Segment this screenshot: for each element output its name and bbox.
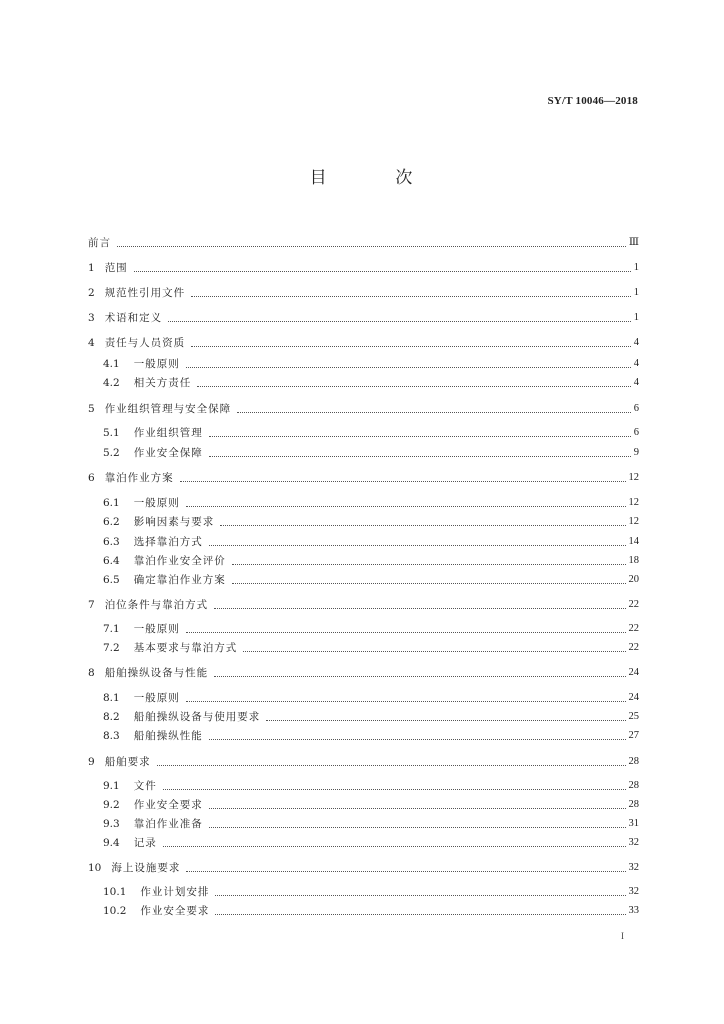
toc-entry[interactable] [103,535,639,549]
toc-entry[interactable] [103,446,639,460]
toc-leader-dots [197,386,631,387]
toc-entry-label: 确定靠泊作业方案 [133,574,226,586]
toc-entry[interactable] [88,755,639,769]
toc-leader-dots [209,808,626,809]
toc-entry-page: 28 [628,756,639,767]
toc-leader-dots [209,456,631,457]
toc-entry-page: 27 [628,730,639,741]
toc-entry-number: 8.2 [103,711,120,723]
toc-entry[interactable] [103,836,639,850]
toc-entry-number: 8.1 [103,692,120,704]
toc-entry[interactable] [103,573,639,587]
toc-entry-label: 作业计划安排 [140,886,210,898]
toc-leader-dots [191,346,631,347]
toc-entry[interactable] [103,376,639,390]
toc-leader-dots [266,720,625,721]
toc-entry[interactable] [103,554,639,568]
toc-entry-page: 9 [633,447,639,458]
toc-entry[interactable] [88,311,639,325]
toc-entry-label: 海上设施要求 [111,862,181,874]
toc-entry[interactable] [103,710,639,724]
toc-entry-number: 9 [88,756,95,768]
toc-entry-page: 24 [628,667,639,678]
toc-entry-page: 24 [628,692,639,703]
toc-entry-number: 5 [88,403,95,415]
toc-leader-dots [163,789,626,790]
toc-entry-number: 3 [88,312,95,324]
toc-entry-label: 船舶要求 [104,756,151,768]
toc-entry-label: 相关方责任 [133,377,192,389]
toc-entry[interactable] [103,515,639,529]
toc-entry-number: 6.4 [103,555,120,567]
toc-entry-label: 责任与人员资质 [104,337,186,349]
toc-entry-page: 12 [628,472,639,483]
toc-leader-dots [232,564,626,565]
toc-leader-dots [157,765,626,766]
toc-entry-label: 一般原则 [133,623,180,635]
toc-entry[interactable] [103,426,639,440]
toc-leader-dots [214,608,625,609]
toc-leader-dots [209,545,626,546]
toc-entry-page: 1 [633,312,639,323]
toc-entry-label: 靠泊作业安全评价 [133,555,226,567]
toc-entry-number: 4.2 [103,377,120,389]
toc-entry-label: 记录 [133,837,157,849]
standard-code: SY/T 10046—2018 [547,95,638,107]
toc-leader-dots [209,827,626,828]
toc-entry-label: 靠泊作业准备 [133,818,203,830]
toc-entry-label: 一般原则 [133,692,180,704]
toc-entry[interactable] [103,691,639,705]
toc-entry[interactable] [88,402,639,416]
toc-leader-dots [117,246,626,247]
toc-entry-number: 7.2 [103,642,120,654]
toc-entry-page: 22 [628,599,639,610]
toc-leader-dots [186,871,625,872]
toc-entry-number: 2 [88,287,95,299]
toc-entry-page: 28 [628,799,639,810]
toc-entry[interactable] [103,729,639,743]
toc-entry-number: 6.2 [103,516,120,528]
toc-entry-number: 7 [88,599,95,611]
toc-leader-dots [191,296,631,297]
toc-entry-label: 泊位条件与靠泊方式 [104,599,209,611]
toc-leader-dots [134,271,631,272]
toc-entry-label: 术语和定义 [104,312,163,324]
toc-entry-page: 20 [628,574,639,585]
toc-leader-dots [220,525,625,526]
table-of-contents [88,0,639,1024]
toc-leader-dots [168,321,631,322]
toc-entry-number: 10.2 [103,905,127,917]
toc-leader-dots [186,506,626,507]
toc-entry-page: 14 [628,536,639,547]
toc-entry-page: 4 [633,337,639,348]
toc-entry-number: 4.1 [103,358,120,370]
toc-leader-dots [214,676,625,677]
toc-entry[interactable] [103,798,639,812]
toc-entry-label: 作业安全保障 [133,447,203,459]
toc-entry-label: 船舶操纵设备与性能 [104,667,209,679]
toc-leader-dots [186,701,626,702]
toc-entry[interactable] [103,357,639,371]
toc-entry-page: 32 [628,886,639,897]
toc-entry-number: 7.1 [103,623,120,635]
toc-entry-label: 作业安全要求 [140,905,210,917]
toc-entry[interactable] [103,779,639,793]
toc-entry[interactable] [88,261,639,275]
toc-title: 目 次 [309,168,415,188]
toc-entry-label: 影响因素与要求 [133,516,215,528]
toc-entry-number: 4 [88,337,95,349]
toc-entry-label: 范围 [104,262,128,274]
toc-entry-page: 1 [633,287,639,298]
toc-entry-number: 6.1 [103,497,120,509]
toc-entry-page: 32 [628,837,639,848]
toc-entry-page: 25 [628,711,639,722]
toc-entry-number: 9.3 [103,818,120,830]
toc-leader-dots [215,914,625,915]
toc-entry-page: 1 [633,262,639,273]
toc-entry[interactable] [88,666,639,680]
toc-entry-label: 作业组织管理 [133,427,203,439]
toc-entry-label: 一般原则 [133,497,180,509]
toc-leader-dots [237,412,631,413]
toc-entry-number: 8 [88,667,95,679]
toc-entry-page: 6 [633,427,639,438]
toc-entry-label: 基本要求与靠泊方式 [133,642,238,654]
toc-entry[interactable] [103,904,639,918]
toc-leader-dots [186,367,631,368]
toc-entry-label: 规范性引用文件 [104,287,186,299]
toc-entry-page: 4 [633,358,639,369]
toc-entry[interactable] [103,496,639,510]
toc-entry-label: 船舶操纵性能 [133,730,203,742]
toc-entry[interactable] [103,885,639,899]
toc-entry-number: 9.4 [103,837,120,849]
toc-leader-dots [215,895,625,896]
toc-entry-number: 9.1 [103,780,120,792]
toc-entry-label: 文件 [133,780,157,792]
toc-entry-number: 10.1 [103,886,127,898]
toc-entry-number: 5.2 [103,447,120,459]
toc-entry[interactable] [103,641,639,655]
toc-entry-page: 22 [628,623,639,634]
toc-entry[interactable] [88,471,639,485]
toc-entry-number: 9.2 [103,799,120,811]
toc-entry-page: 22 [628,642,639,653]
toc-entry-label: 一般原则 [133,358,180,370]
toc-entry-page: 28 [628,780,639,791]
toc-entry-page: Ⅲ [628,237,639,248]
toc-entry[interactable] [88,336,639,350]
toc-entry[interactable] [88,598,639,612]
toc-entry-number: 6 [88,472,95,484]
toc-entry-page: 12 [628,497,639,508]
toc-entry[interactable] [103,622,639,636]
toc-leader-dots [232,583,626,584]
toc-entry-page: 4 [633,377,639,388]
toc-leader-dots [163,846,626,847]
toc-entry-page: 18 [628,555,639,566]
toc-entry-label: 作业组织管理与安全保障 [104,403,232,415]
toc-entry-number: 5.1 [103,427,120,439]
toc-leader-dots [180,481,626,482]
toc-leader-dots [209,739,626,740]
toc-entry-page: 6 [633,403,639,414]
toc-entry-label: 作业安全要求 [133,799,203,811]
toc-entry[interactable] [88,236,639,250]
toc-entry[interactable] [103,817,639,831]
page-number: I [621,931,624,941]
toc-entry-number: 1 [88,262,95,274]
toc-entry-number: 6.3 [103,536,120,548]
toc-entry-page: 12 [628,516,639,527]
toc-entry[interactable] [88,861,639,875]
toc-leader-dots [186,632,626,633]
toc-leader-dots [209,436,631,437]
toc-entry-number: 10 [88,862,102,874]
toc-leader-dots [243,651,625,652]
toc-entry-label: 选择靠泊方式 [133,536,203,548]
toc-entry-label: 靠泊作业方案 [104,472,174,484]
toc-entry-number: 8.3 [103,730,120,742]
toc-entry-number: 6.5 [103,574,120,586]
toc-entry-page: 31 [628,818,639,829]
toc-entry[interactable] [88,286,639,300]
toc-entry-label: 船舶操纵设备与使用要求 [133,711,261,723]
toc-entry-page: 32 [628,862,639,873]
toc-entry-page: 33 [628,905,639,916]
toc-entry-label: 前言 [88,237,111,249]
